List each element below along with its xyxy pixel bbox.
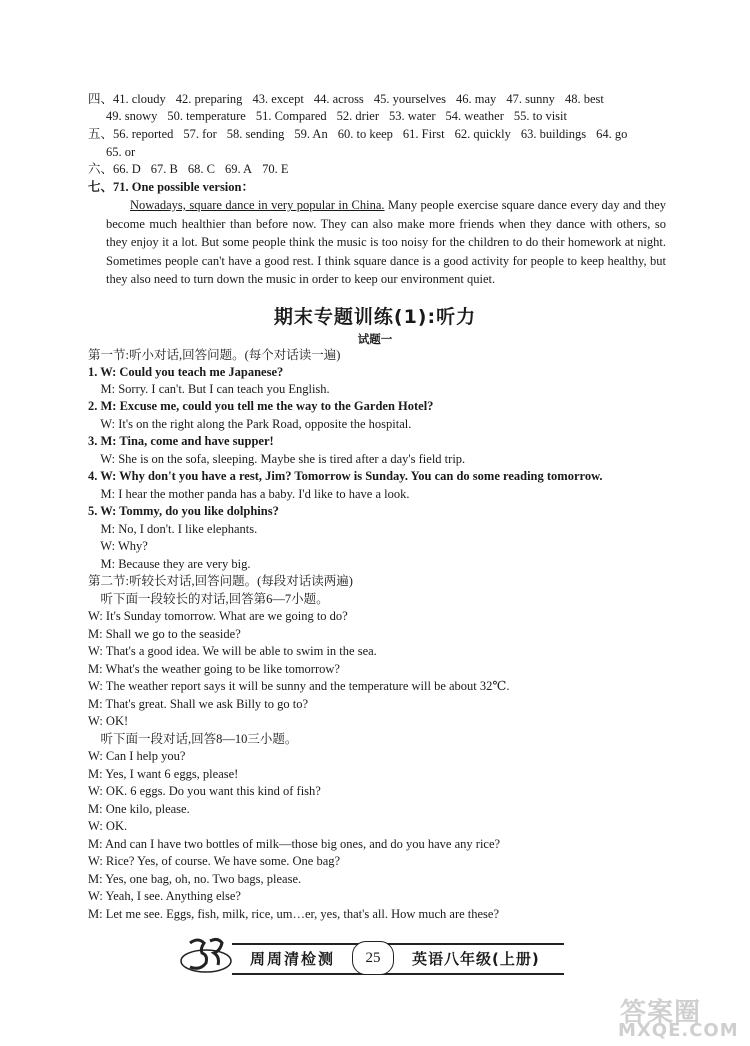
script-line: 听下面一段对话,回答8—10三小题。 bbox=[88, 732, 298, 746]
script-line: M: That's great. Shall we ask Billy to go to? bbox=[88, 697, 309, 711]
script-line: 第二节:听较长对话,回答问题。(每段对话读两遍) bbox=[88, 574, 353, 588]
answer-53: 53. water bbox=[389, 109, 436, 123]
script-line bbox=[88, 503, 279, 520]
answer-57: 57. for bbox=[183, 127, 217, 141]
script-line: W: Yeah, I see. Anything else? bbox=[88, 889, 241, 903]
answer-row-41-48 bbox=[88, 91, 614, 108]
script-line: W: OK. bbox=[88, 819, 128, 833]
script-line: W: OK! bbox=[88, 714, 129, 728]
script-line: M: One kilo, please. bbox=[88, 802, 190, 816]
script-line bbox=[88, 433, 274, 450]
script-line: M: And can I have two bottles of milk—those big ones, and do you have any rice? bbox=[88, 837, 501, 851]
answer-70: 70. E bbox=[262, 162, 289, 176]
script-line: W: That's a good idea. We will be able to swim in the sea. bbox=[88, 644, 377, 658]
series-title: 周周清检测 bbox=[250, 950, 336, 968]
answer-67: 67. B bbox=[150, 162, 178, 176]
script-line: M: Yes, one bag, oh, no. Two bags, please. bbox=[88, 872, 302, 886]
answer-58: 58. sending bbox=[226, 127, 285, 141]
script-line-text: 3. M: Tina, come and have supper! bbox=[88, 434, 274, 448]
script-line bbox=[88, 468, 603, 485]
answer-row-49-55 bbox=[106, 108, 577, 125]
script-line: W: Rice? Yes, of course. We have some. One bag? bbox=[88, 854, 341, 868]
answer-65: 65. or bbox=[106, 145, 136, 159]
answer-54: 54. weather bbox=[445, 109, 504, 123]
answer-50: 50. temperature bbox=[167, 109, 246, 123]
essay-first-sentence: Nowadays, square dance in very popular in China. bbox=[130, 198, 385, 212]
script-line: M: Shall we go to the seaside? bbox=[88, 627, 241, 641]
answer-63: 63. buildings bbox=[520, 127, 587, 141]
answer-56: 五、56. reported bbox=[88, 127, 174, 141]
answer-48: 48. best bbox=[564, 92, 604, 106]
answer-64: 64. go bbox=[596, 127, 628, 141]
script-line: M: What's the weather going to be like tomorrow? bbox=[88, 662, 340, 676]
script-line: M: Because they are very big. bbox=[88, 557, 251, 571]
answer-55: 55. to visit bbox=[513, 109, 567, 123]
script-line-text: 5. W: Tommy, do you like dolphins? bbox=[88, 504, 279, 518]
answer-60: 60. to keep bbox=[337, 127, 393, 141]
script-line-text: 2. M: Excuse me, could you tell me the way to the Garden Hotel? bbox=[88, 399, 434, 413]
script-line-text: 1. W: Could you teach me Japanese? bbox=[88, 365, 284, 379]
script-line: M: I hear the mother panda has a baby. I'd like to have a look. bbox=[88, 487, 410, 501]
script-line bbox=[88, 364, 283, 381]
script-line: M: Let me see. Eggs, fish, milk, rice, um…er, yes, that's all. How much are these? bbox=[88, 907, 500, 921]
answer-68: 68. C bbox=[187, 162, 215, 176]
answer-52: 52. drier bbox=[336, 109, 380, 123]
answer-69: 69. A bbox=[224, 162, 253, 176]
script-line: W: She is on the sofa, sleeping. Maybe she is tired after a day's field trip. bbox=[88, 452, 466, 466]
answer-61: 61. First bbox=[402, 127, 445, 141]
answer-45: 45. yourselves bbox=[373, 92, 447, 106]
answer-49: 49. snowy bbox=[106, 109, 158, 123]
answer-row-66-70 bbox=[88, 161, 298, 178]
script-line: W: OK. 6 eggs. Do you want this kind of fish? bbox=[88, 784, 321, 798]
script-line: M: Yes, I want 6 eggs, please! bbox=[88, 767, 239, 781]
answer-71-heading: 七、71. One possible version： bbox=[88, 180, 254, 194]
answer-51: 51. Compared bbox=[255, 109, 327, 123]
script-line: W: It's Sunday tomorrow. What are we going to do? bbox=[88, 609, 348, 623]
answer-row-65 bbox=[106, 144, 145, 161]
script-line: M: No, I don't. I like elephants. bbox=[88, 522, 258, 536]
answer-42: 42. preparing bbox=[175, 92, 243, 106]
watermark bbox=[618, 990, 746, 1046]
answer-62: 62. quickly bbox=[454, 127, 511, 141]
answer-44: 44. across bbox=[313, 92, 364, 106]
answer-59: 59. An bbox=[294, 127, 328, 141]
answer-row-56-64 bbox=[88, 126, 637, 143]
essay-body: Many people exercise square dance every day and they become much healthier than before now. They can also make more friends when they dance with others, so they enjoy it a lot. But some people think the music is too noisy for the children to do their homework at night. Sometimes people can't have a good rest. I think square dance is a good activity for people to keep healthy, but they also need to turn down the music in order to keep our environment quiet. bbox=[106, 198, 667, 286]
watermark-bottom: MXQE.COM bbox=[618, 1020, 739, 1041]
answer-41: 四、41. cloudy bbox=[88, 92, 166, 106]
book-logo-icon bbox=[180, 935, 236, 975]
script-line-text: 4. W: Why don't you have a rest, Jim? Tomorrow is Sunday. You can do some reading tomorrow. bbox=[88, 469, 603, 483]
script-line: 第一节:听小对话,回答问题。(每个对话读一遍) bbox=[88, 348, 341, 362]
watermark-top: 答案圈 bbox=[620, 998, 702, 1028]
script-line: W: It's on the right along the Park Road, opposite the hospital. bbox=[88, 417, 412, 431]
answer-47: 47. sunny bbox=[506, 92, 555, 106]
script-line bbox=[88, 398, 433, 415]
page-footer bbox=[180, 935, 565, 977]
sample-essay bbox=[106, 196, 666, 289]
page-number: 25 bbox=[352, 941, 394, 975]
answer-66: 六、66. D bbox=[88, 162, 141, 176]
script-line: M: Sorry. I can't. But I can teach you English. bbox=[88, 382, 330, 396]
script-line: W: The weather report says it will be sunny and the temperature will be about 32℃. bbox=[88, 679, 510, 693]
page-subtitle: 试题一 bbox=[357, 332, 393, 346]
answer-43: 43. except bbox=[252, 92, 304, 106]
script-line: W: Why? bbox=[88, 539, 148, 553]
script-line: 听下面一段较长的对话,回答第6—7小题。 bbox=[88, 592, 329, 606]
book-title: 英语八年级(上册) bbox=[412, 950, 540, 968]
script-line: W: Can I help you? bbox=[88, 749, 186, 763]
page-title: 期末专题训练(1):听力 bbox=[273, 306, 477, 328]
answer-46: 46. may bbox=[456, 92, 497, 106]
